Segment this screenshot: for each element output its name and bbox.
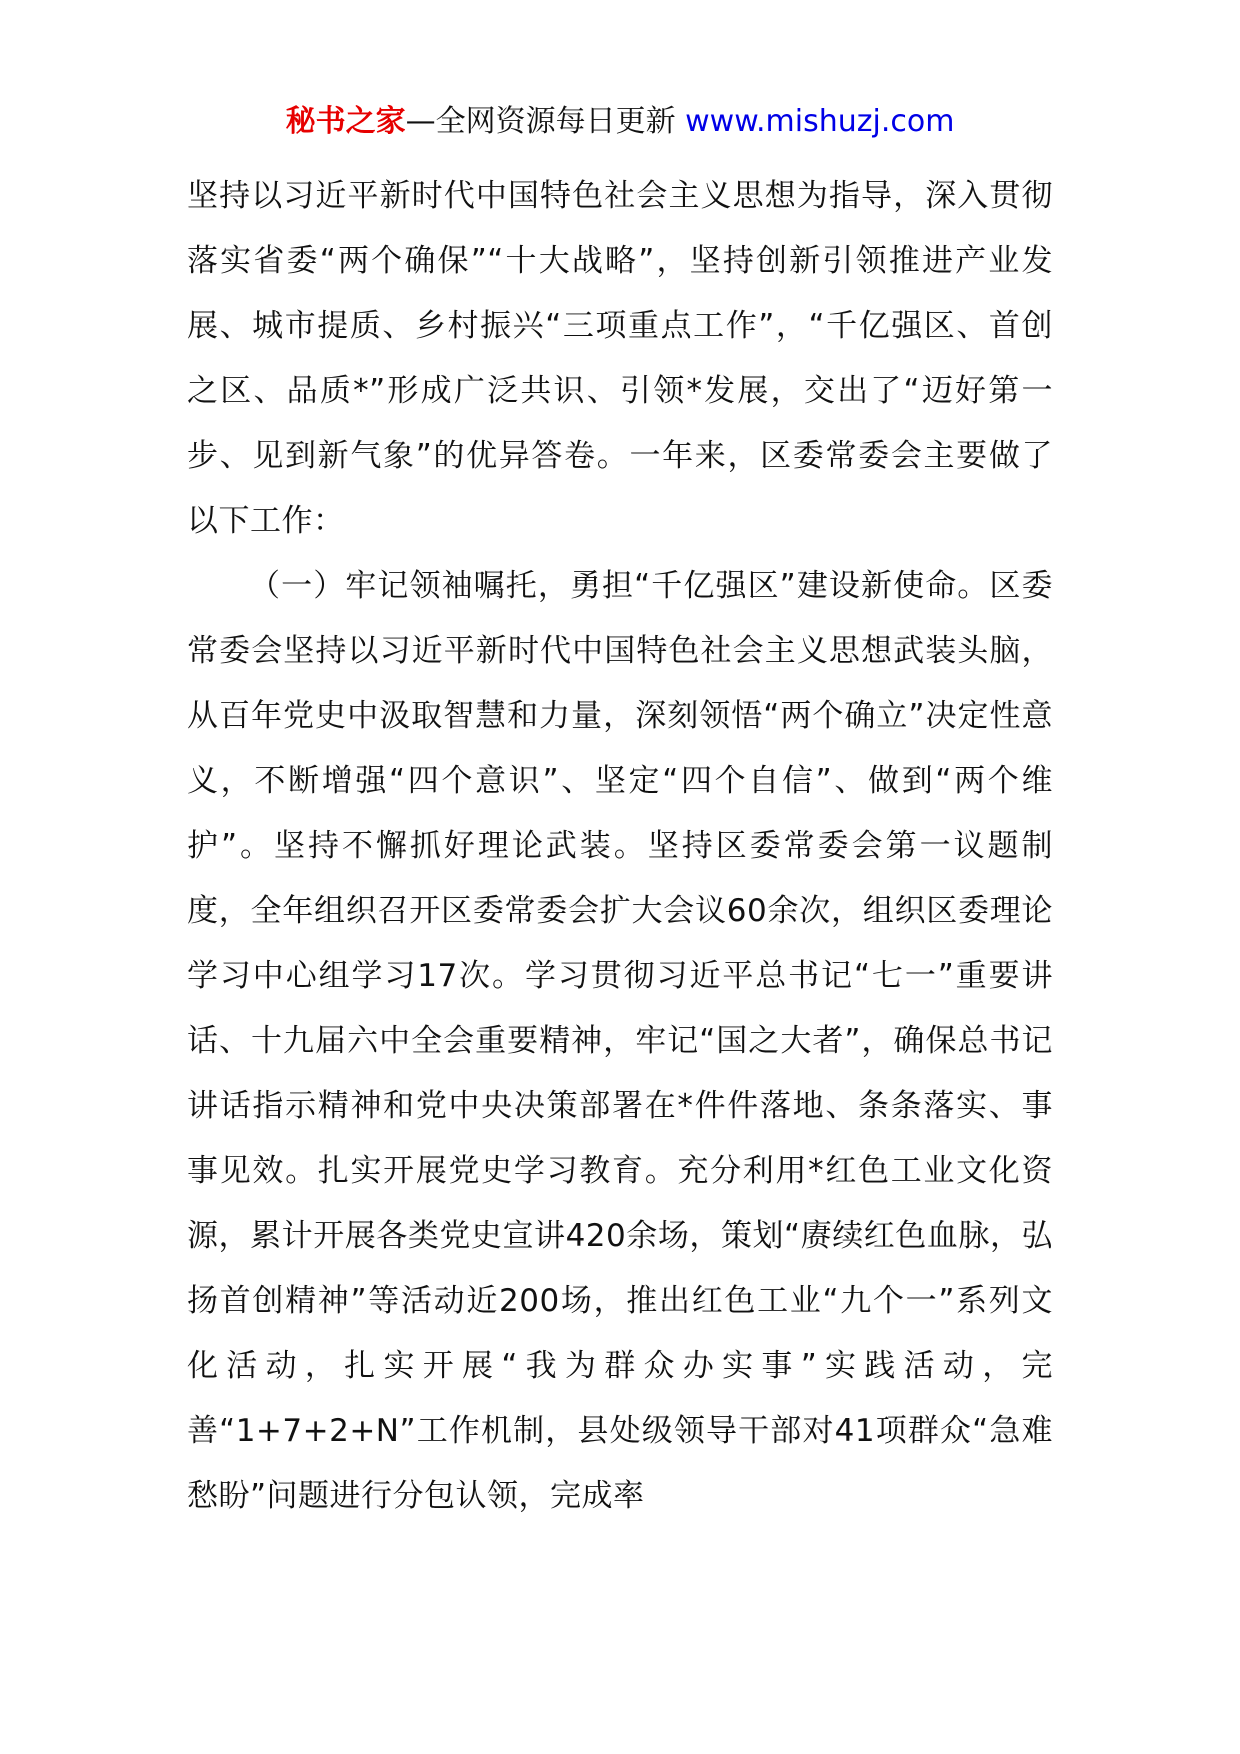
site-header [0,100,1240,144]
brand-name: 秘书之家 [285,104,406,139]
document-body [187,164,1053,1529]
paragraph-section-one: （一）牢记领袖嘱托，勇担“千亿强区”建设新使命。区委常委会坚持以习近平新时代中国特色社会主义思想武装头脑，从百年党史中汲取智慧和力量，深刻领悟“两个确立”决定性意义，不断增强“四个意识”、坚定“四个自信”、做到“两个维护”。坚持不懈抓好理论武装。坚持区委常委会第一议题制度，全年组织召开区委常委会扩大会议60余次，组织区委理论学习中心组学习17次。学习贯彻习近平总书记“七一”重要讲话、十九届六中全会重要精神，牢记“国之大者”，确保总书记讲话指示精神和党中央决策部署在*件件落地、条条落实、事事见效。扎实开展党史学习教育。充分利用*红色工业文化资源，累计开展各类党史宣讲420余场，策划“赓续红色血脉，弘扬首创精神”等活动近200场，推出红色工业“九个一”系列文化活动，扎实开展“我为群众办实事”实践活动，完善“1+7+2+N”工作机制，县处级领导干部对41项群众“急难愁盼”问题进行分包认领，完成率 [187,568,1053,1514]
header-tagline: —全网资源每日更新 [405,104,676,139]
paragraph-intro: 坚持以习近平新时代中国特色社会主义思想为指导，深入贯彻落实省委“两个确保”“十大战略”，坚持创新引领推进产业发展、城市提质、乡村振兴“三项重点工作”，“千亿强区、首创之区、品质*”形成广泛共识、引领*发展，交出了“迈好第一步、见到新气象”的优异答卷。一年来，区委常委会主要做了以下工作： [187,178,1053,539]
site-url-link[interactable]: www.mishuzj.com [685,104,955,139]
